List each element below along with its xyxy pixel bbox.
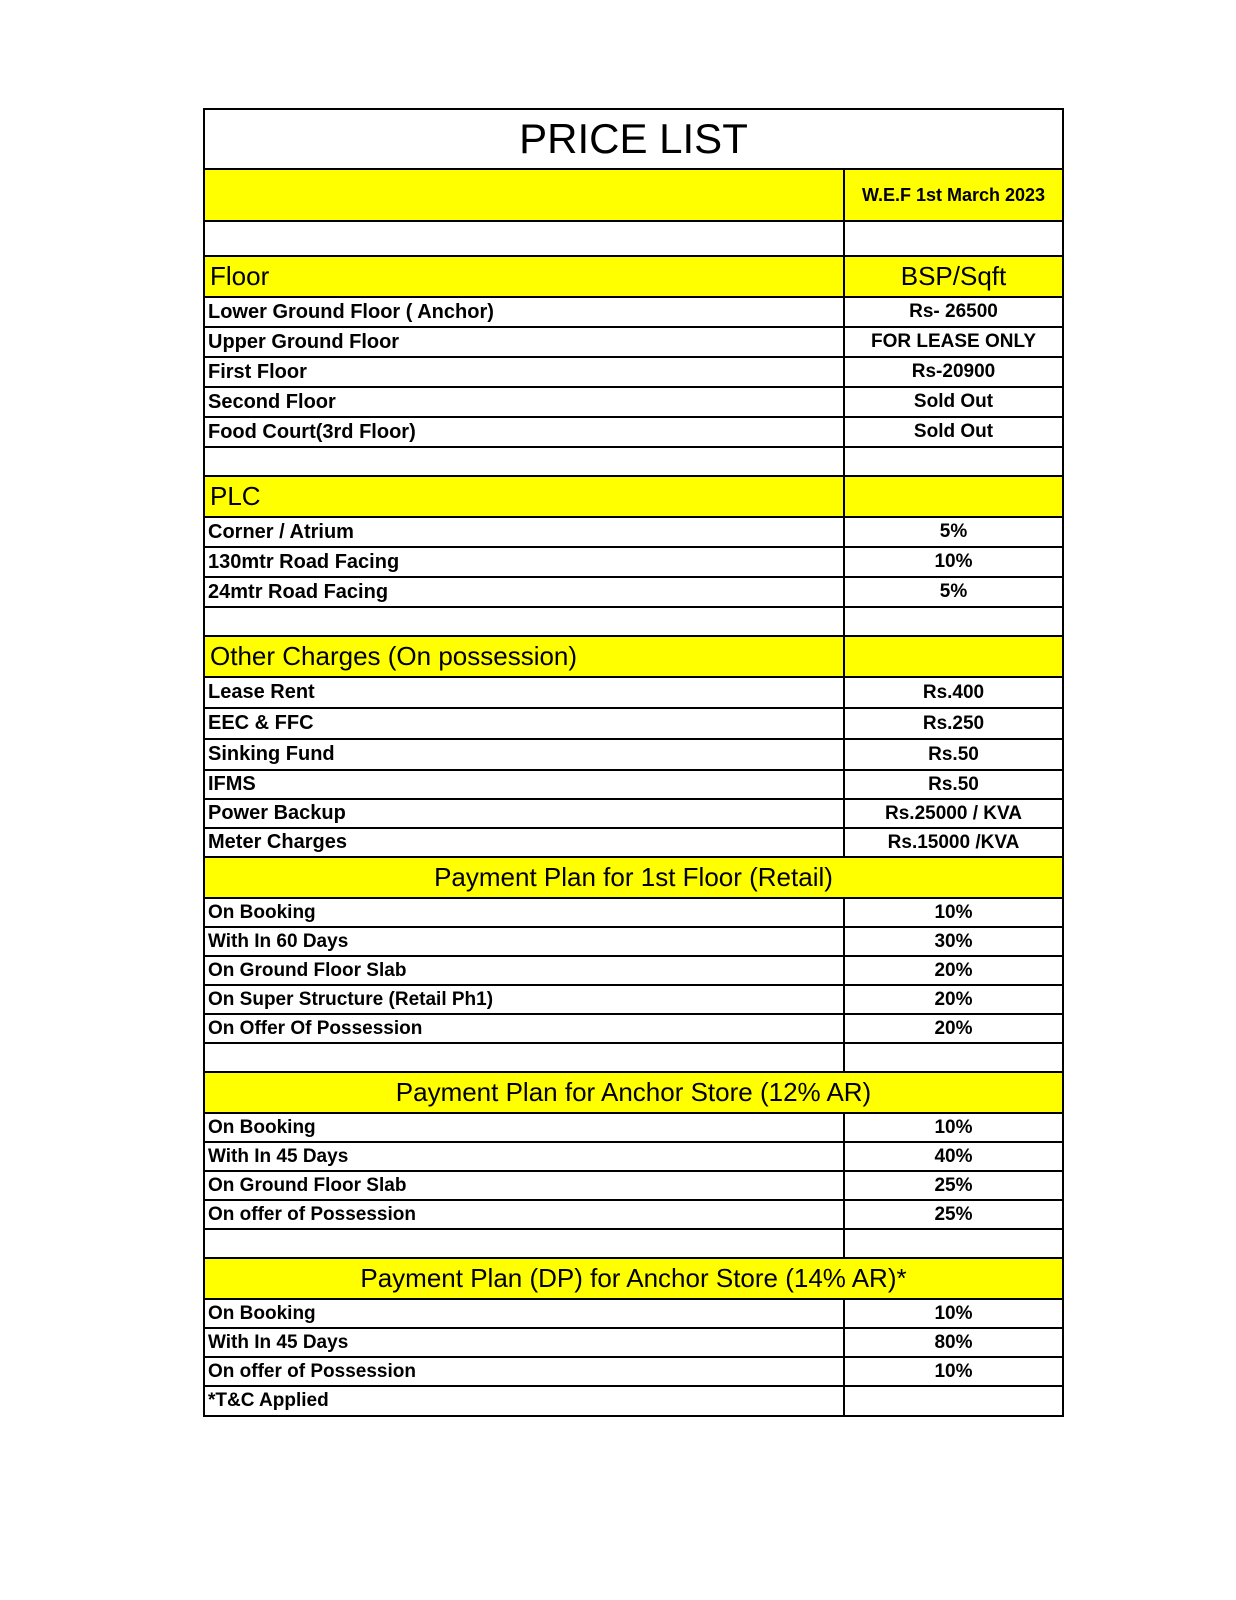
row-value: 25% <box>934 1203 973 1225</box>
spacer-row <box>205 222 1062 257</box>
table-row <box>205 548 1062 578</box>
row-value: 20% <box>934 1017 973 1039</box>
row-label: Second Floor <box>205 388 845 416</box>
row-value: 10% <box>934 1360 973 1382</box>
plan-retail-header <box>205 858 1062 899</box>
table-row <box>205 298 1062 328</box>
row-value: Rs.15000 /KVA <box>887 831 1020 853</box>
spacer-row <box>205 608 1062 637</box>
row-value: 30% <box>934 930 973 952</box>
table-row <box>205 358 1062 388</box>
row-label: On Super Structure (Retail Ph1) <box>205 986 845 1013</box>
table-row <box>205 709 1062 740</box>
row-label: Food Court(3rd Floor) <box>205 418 845 446</box>
table-row <box>205 928 1062 957</box>
row-value: Rs.400 <box>922 681 985 703</box>
row-label: Lower Ground Floor ( Anchor) <box>205 298 845 326</box>
plan-anchor-12-title: Payment Plan for Anchor Store (12% AR) <box>395 1077 872 1107</box>
table-row <box>205 1329 1062 1358</box>
plan-retail-title: Payment Plan for 1st Floor (Retail) <box>434 862 833 892</box>
footnote-row <box>205 1387 1062 1415</box>
row-label: Meter Charges <box>205 829 845 856</box>
row-label: With In 45 Days <box>205 1143 845 1170</box>
row-value: Sold Out <box>913 391 994 412</box>
effective-date: W.E.F 1st March 2023 <box>861 184 1046 205</box>
row-value: 10% <box>934 1116 973 1138</box>
table-row <box>205 678 1062 709</box>
plan-anchor-14-title: Payment Plan (DP) for Anchor Store (14% AR)* <box>360 1263 907 1293</box>
row-value: 25% <box>934 1174 973 1196</box>
table-row <box>205 518 1062 548</box>
row-label: On offer of Possession <box>205 1358 845 1385</box>
table-row <box>205 1172 1062 1201</box>
table-row <box>205 578 1062 608</box>
footnote: *T&C Applied <box>205 1387 845 1415</box>
row-label: Sinking Fund <box>205 740 845 769</box>
table-row <box>205 1201 1062 1230</box>
table-row <box>205 829 1062 858</box>
spacer-row <box>205 1230 1062 1259</box>
row-value: Rs.50 <box>928 773 979 795</box>
row-label: First Floor <box>205 358 845 386</box>
row-label: With In 60 Days <box>205 928 845 955</box>
row-value: Sold Out <box>913 421 994 442</box>
table-row <box>205 328 1062 358</box>
table-row <box>205 1114 1062 1143</box>
row-label: On Ground Floor Slab <box>205 1172 845 1199</box>
row-label: 130mtr Road Facing <box>205 548 845 576</box>
table-row <box>205 1300 1062 1329</box>
row-value: 5% <box>939 521 968 542</box>
row-value: 40% <box>934 1145 973 1167</box>
row-label: On offer of Possession <box>205 1201 845 1228</box>
row-label: Upper Ground Floor <box>205 328 845 356</box>
spacer-row <box>205 448 1062 477</box>
row-label: With In 45 Days <box>205 1329 845 1356</box>
row-value: 10% <box>934 1302 973 1324</box>
row-value: 20% <box>934 988 973 1010</box>
row-value: 80% <box>934 1331 973 1353</box>
row-value: Rs-20900 <box>911 361 996 382</box>
row-label: 24mtr Road Facing <box>205 578 845 606</box>
table-row <box>205 771 1062 800</box>
price-list-table <box>203 108 1064 1417</box>
plan-anchor-12-header <box>205 1073 1062 1114</box>
other-charges-header-label: Other Charges (On possession) <box>205 637 845 676</box>
row-label: Power Backup <box>205 800 845 827</box>
row-label: Lease Rent <box>205 678 845 707</box>
effective-date-row <box>205 170 1062 222</box>
row-label: Corner / Atrium <box>205 518 845 546</box>
row-label: On Offer Of Possession <box>205 1015 845 1042</box>
table-row <box>205 1358 1062 1387</box>
table-row <box>205 986 1062 1015</box>
plc-header-label: PLC <box>205 477 845 516</box>
page-title: PRICE LIST <box>205 110 1062 170</box>
floor-section-header <box>205 257 1062 298</box>
table-row <box>205 388 1062 418</box>
plan-anchor-14-header <box>205 1259 1062 1300</box>
table-row <box>205 957 1062 986</box>
row-value: 10% <box>934 551 973 572</box>
spacer-row <box>205 1044 1062 1073</box>
plc-section-header <box>205 477 1062 518</box>
row-value: Rs- 26500 <box>909 301 998 322</box>
row-label: On Booking <box>205 1300 845 1327</box>
row-value: 5% <box>939 581 968 602</box>
table-row <box>205 899 1062 928</box>
row-value: 10% <box>934 901 973 923</box>
row-label: EEC & FFC <box>205 709 845 738</box>
row-value: Rs.250 <box>922 712 985 734</box>
table-row <box>205 418 1062 448</box>
row-label: On Booking <box>205 1114 845 1141</box>
row-label: IFMS <box>205 771 845 798</box>
other-charges-header <box>205 637 1062 678</box>
table-row <box>205 1015 1062 1044</box>
bsp-header-label: BSP/Sqft <box>900 261 1007 291</box>
table-row <box>205 800 1062 829</box>
floor-header-label: Floor <box>205 257 845 296</box>
row-label: On Booking <box>205 899 845 926</box>
table-row <box>205 1143 1062 1172</box>
row-value: 20% <box>934 959 973 981</box>
table-row <box>205 740 1062 771</box>
row-value: FOR LEASE ONLY <box>870 331 1037 352</box>
row-value: Rs.25000 / KVA <box>885 802 1022 824</box>
row-value: Rs.50 <box>928 743 979 765</box>
row-label: On Ground Floor Slab <box>205 957 845 984</box>
